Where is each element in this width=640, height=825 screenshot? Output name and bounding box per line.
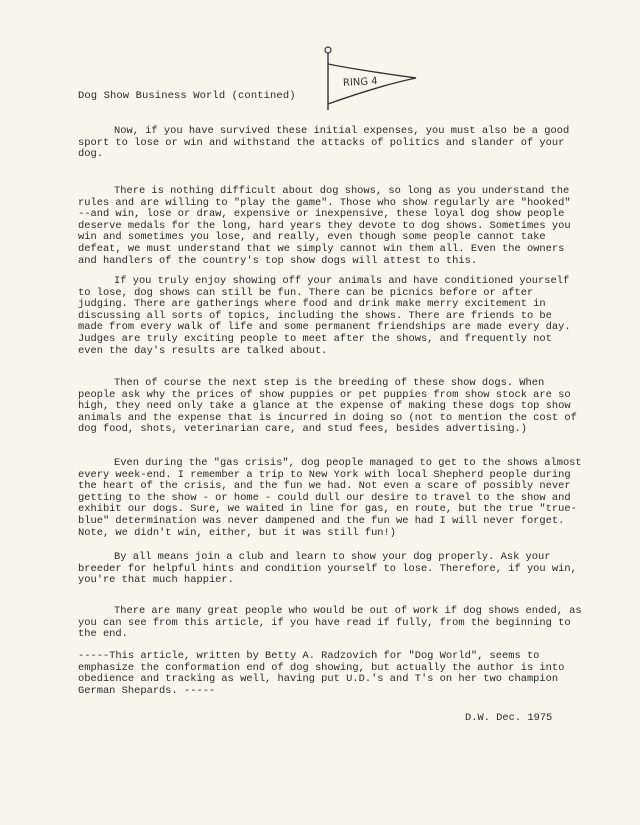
author-note: -----This article, written by Betty A. Radzovich for "Dog World", seems to emphasize the conformation end of dog showing, but actually the author is into obedience and tracking as well, having put U.D.'s and T's on her two champion German Shepards. ----- <box>78 650 565 697</box>
paragraph-1: Now, if you have survived these initial expenses, you must also be a good sport to lose or win and withstand the attacks of politics and slander of your dog. <box>78 125 570 161</box>
paragraph-7: There are many great people who would be out of work if dog shows ended, as you can see from this article, if you have read if fully, from the beginning to the end. <box>78 605 582 641</box>
signoff-date: D.W. Dec. 1975 <box>465 712 553 724</box>
page-title: Dog Show Business World (contined) <box>78 90 296 102</box>
paragraph-4: Then of course the next step is the breeding of these show dogs. When people ask why the prices of show puppies or pet puppies from show stock are so high, they need only take a glance at the expense of making these dogs top show animals and the expense that is incurred in doing so (not to mention the cost of dog food, shots, veterinarian care, and stud fees, besides advertising.) <box>78 377 577 436</box>
pennant-label: RING 4 <box>342 76 378 89</box>
paragraph-3: If you truly enjoy showing off your animals and have conditioned yourself to lose, dog shows can still be fun. There can be picnics before or after judging. There are gatherings where food and drink make merry excitement in discussing all sorts of topics, including the shows. There are friends to be made from every walk of life and some permanent friendships are made every day. Judges are truly exciting people to meet after the shows, and frequently not even the day's results are talked about. <box>78 275 571 357</box>
paragraph-5: Even during the "gas crisis", dog people managed to get to the shows almost every week-end. I remember a trip to New York with local Shepherd people during the heart of the crisis, and the fun we had. Not even a scare of possibly never getting to the show - or home - could dull our desire to travel to the show and exhibit our dogs. Sure, we waited in line for gas, en route, but the true "true-blue" determination was never dampened and the fun we had I will never forget. Note, we didn't win, either, but it was still fun!) <box>78 457 582 539</box>
paragraph-6: By all means join a club and learn to show your dog properly. Ask your breeder for helpful hints and condition yourself to lose. Therefore, if you win, you're that much happier. <box>78 551 577 587</box>
paragraph-2: There is nothing difficult about dog shows, so long as you understand the rules and are willing to "play the game". Those who show regularly are "hooked" --and win, lose or draw, expensive or inexpensive, these loyal dog show people deserve medals for the long, hard years they devote to dog shows. Sometimes you win and sometimes you lose, and really, even though some people cannot take defeat, we must understand that we simply cannot win them all. Even the owners and handlers of the country's top show dogs will attest to this. <box>78 185 571 267</box>
